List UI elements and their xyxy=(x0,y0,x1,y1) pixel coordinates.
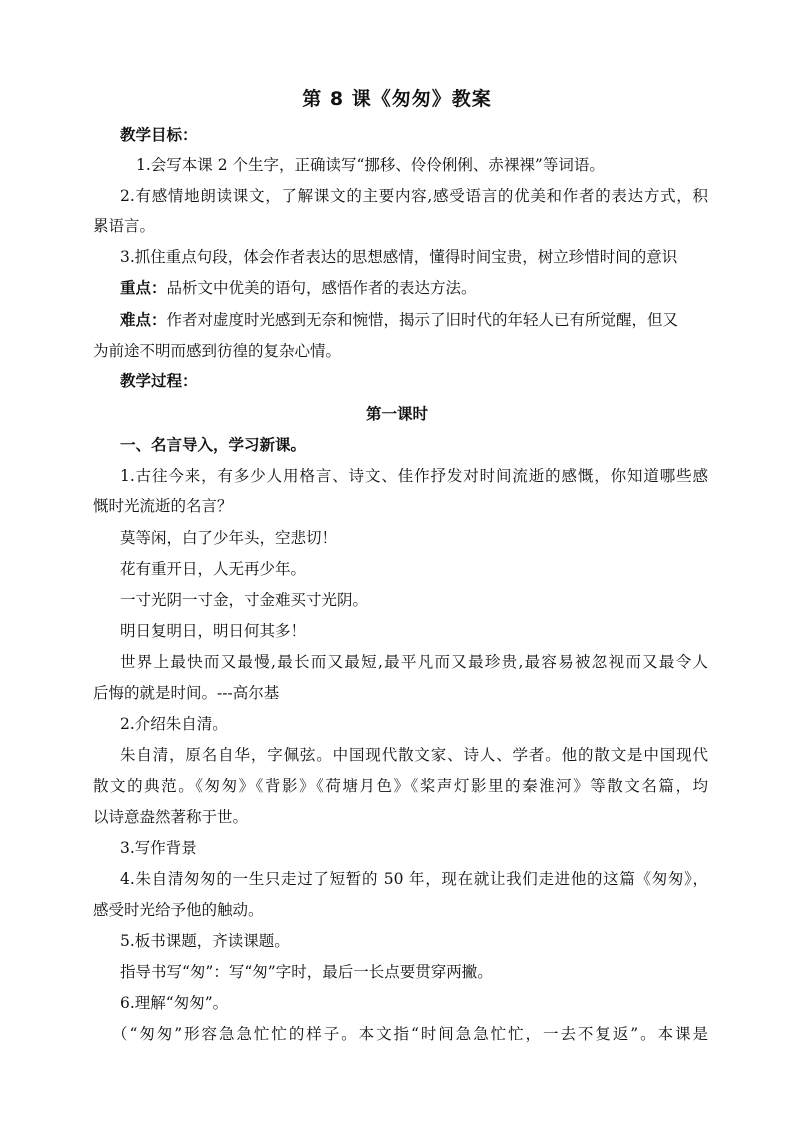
text-line: 世界上最快而又最慢,最长而又最短,最平凡而又最珍贵,最容易被忽视而又最令人 xyxy=(120,653,708,671)
difficulty-label: 难点： xyxy=(120,311,167,329)
text-line: 1.古往今来，有多少人用格言、诗文、佳作抒发对时间流逝的感慨，你知道哪些感 xyxy=(120,467,708,485)
objectives-heading: 教学目标： xyxy=(120,126,198,144)
text-line: 3.写作背景 xyxy=(120,839,197,857)
text-line: 6.理解“匆匆”。 xyxy=(120,994,229,1012)
section1-heading: 一、名言导入，学习新课。 xyxy=(120,436,307,454)
text-line: 朱自清，原名自华，字佩弦。中国现代散文家、诗人、学者。他的散文是中国现代 xyxy=(120,746,708,764)
lesson-heading: 第一课时 xyxy=(365,405,428,423)
text-line: 慨时光流逝的名言？ xyxy=(93,497,233,515)
text-line: 指导书写“匆”：写“匆”字时，最后一长点要贯穿两撇。 xyxy=(120,963,493,981)
text-line: 2.介绍朱自清。 xyxy=(120,715,228,733)
text-line: 花有重开日，人无再少年。 xyxy=(120,560,307,578)
text-line: 散文的典范。《匆匆》《背影》《荷塘月色》《桨声灯影里的秦淮河》等散文名篇，均 xyxy=(93,777,708,795)
text-line: 4.朱自清匆匆的一生只走过了短暂的 50 年，现在就让我们走进他的这篇《匆匆》， xyxy=(120,870,708,888)
text-line: 后悔的就是时间。---高尔基 xyxy=(93,684,280,702)
key-point-label: 重点： xyxy=(120,279,167,297)
objective-2: 2.有感情地朗读课文，了解课文的主要内容,感受语言的优美和作者的表达方式，积 xyxy=(120,187,708,205)
key-point-text: 品析文中优美的语句，感悟作者的表达方法。 xyxy=(166,279,477,297)
text-line: 一寸光阴一寸金，寸金难买寸光阴。 xyxy=(120,591,369,609)
page-title: 第 8 课《匆匆》教案 xyxy=(302,88,492,110)
text-line: 5.板书课题，齐读课题。 xyxy=(120,932,290,950)
key-point xyxy=(120,277,710,299)
text-line: 以诗意盎然著称于世。 xyxy=(93,808,249,826)
difficulty xyxy=(120,309,710,331)
text-line: （“匆匆”形容急急忙忙的样子。本文指“时间急急忙忙，一去不复返”。本课是 xyxy=(112,1025,708,1043)
text-line: 感受时光给予他的触动。 xyxy=(93,901,264,919)
text-line: 莫等闲，白了少年头，空悲切！ xyxy=(120,529,338,547)
process-heading: 教学过程： xyxy=(120,372,198,390)
objective-1: 1.会写本课 2 个生字，正确读写“挪移、伶伶俐俐、赤裸裸”等词语。 xyxy=(136,156,605,174)
objective-2-cont: 累语言。 xyxy=(93,217,156,235)
difficulty-cont: 为前途不明而感到彷徨的复杂心情。 xyxy=(93,342,342,360)
difficulty-text: 作者对虚度时光感到无奈和惋惜，揭示了旧时代的年轻人已有所觉醒，但又 xyxy=(166,311,679,329)
text-line: 明日复明日，明日何其多！ xyxy=(120,622,307,640)
objective-3: 3.抓住重点句段，体会作者表达的思想感情，懂得时间宝贵，树立珍惜时间的意识 xyxy=(120,248,678,266)
